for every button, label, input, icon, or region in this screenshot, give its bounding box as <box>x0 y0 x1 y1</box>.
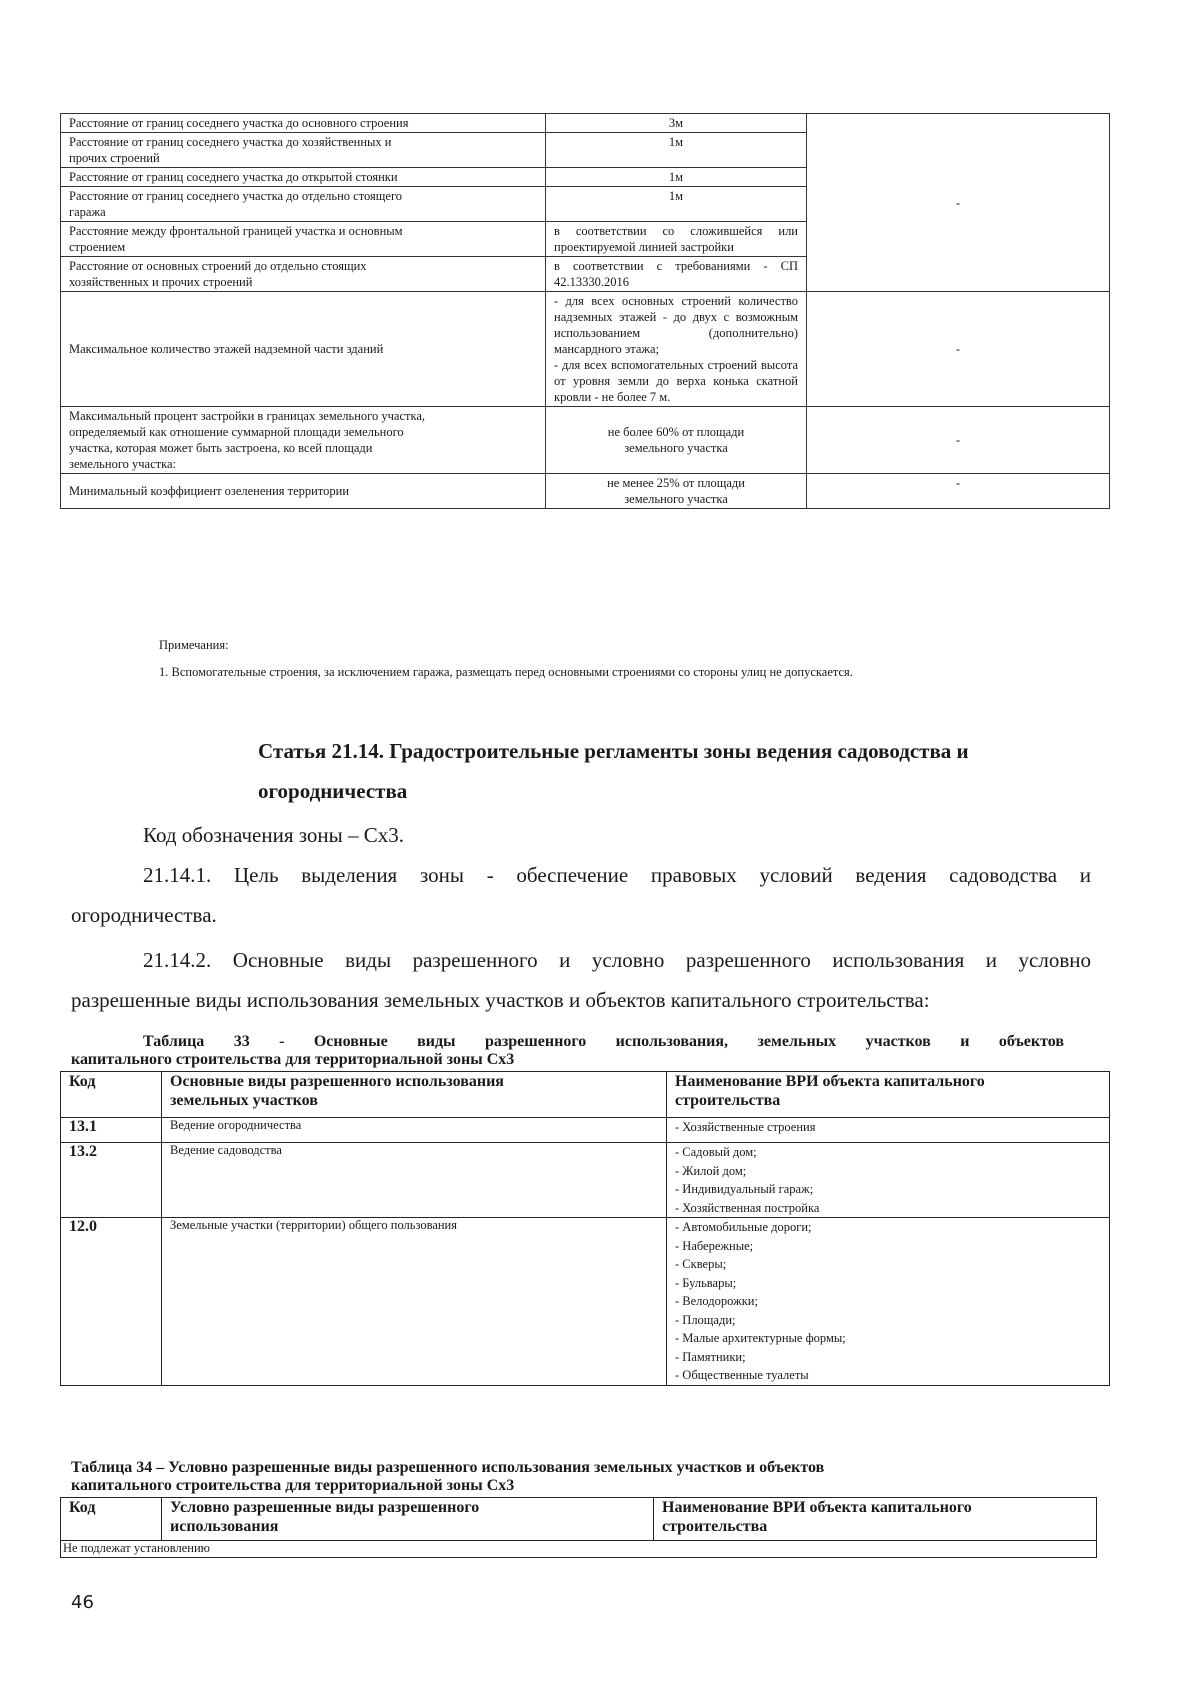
article-title-cont: огородничества <box>258 779 408 803</box>
row-objects: - Хозяйственные строения <box>667 1118 1110 1143</box>
param-note: - <box>807 292 1110 407</box>
param-value: 3м <box>546 114 807 133</box>
zone-code: Код обозначения зоны – Сх3. <box>143 823 405 847</box>
row-use: Ведение огородничества <box>162 1118 667 1143</box>
header-objects: Наименование ВРИ объекта капитального строительства <box>654 1498 1097 1541</box>
param-value: 1м <box>546 133 807 168</box>
params-table <box>60 113 1110 509</box>
param-value: не более 60% от площади земельного участка <box>546 407 807 474</box>
param-label: Расстояние от границ соседнего участка до хозяйственных и прочих строений <box>61 133 546 168</box>
header-main-uses: Основные виды разрешенного использования земельных участков <box>162 1072 667 1118</box>
paragraph-goal: 21.14.1. Цель выделения зоны - обеспечение правовых условий ведения садоводства и <box>143 863 1091 887</box>
table-row <box>61 1143 1110 1218</box>
article-title: Статья 21.14. Градостроительные регламенты зоны ведения садоводства и <box>258 739 969 763</box>
param-label: Расстояние между фронтальной границей участка и основным строением <box>61 222 546 257</box>
row-objects: - Садовый дом; - Жилой дом; - Индивидуальный гараж; - Хозяйственная постройка <box>667 1143 1110 1218</box>
row-code: 13.1 <box>61 1118 162 1143</box>
param-note: - <box>807 407 1110 474</box>
param-note: - <box>807 114 1110 292</box>
header-objects: Наименование ВРИ объекта капитального строительства <box>667 1072 1110 1118</box>
table-row <box>61 1218 1110 1386</box>
notes-item: 1. Вспомогательные строения, за исключением гаража, размещать перед основными строениями со стороны улиц не допускается. <box>159 665 853 679</box>
row-objects: - Автомобильные дороги; - Набережные; - Скверы; - Бульвары; - Велодорожки; - Площади; - Малые архитектурные формы; - Памятники; - Общественные туалеты <box>667 1218 1110 1386</box>
table-header-row <box>61 1072 1110 1118</box>
param-label: Расстояние от границ соседнего участка до открытой стоянки <box>61 168 546 187</box>
paragraph-goal-cont: огородничества. <box>71 903 217 927</box>
row-use: Земельные участки (территории) общего пользования <box>162 1218 667 1386</box>
param-label: Расстояние от границ соседнего участка до основного строения <box>61 114 546 133</box>
param-value: в соответствии с требованиями - СП 42.13330.2016 <box>546 257 807 292</box>
page-number: 46 <box>71 1592 94 1613</box>
table-row <box>61 292 1110 407</box>
table-row <box>61 407 1110 474</box>
param-value: 1м <box>546 187 807 222</box>
table-row <box>61 1118 1110 1143</box>
paragraph-uses-cont: разрешенные виды использования земельных участков и объектов капитального строительства: <box>71 988 930 1012</box>
table33 <box>60 1071 1110 1386</box>
param-label: Расстояние от основных строений до отдельно стоящих хозяйственных и прочих строений <box>61 257 546 292</box>
param-note: - <box>807 474 1110 509</box>
row-use: Ведение садоводства <box>162 1143 667 1218</box>
param-value: не менее 25% от площади земельного участка <box>546 474 807 509</box>
empty-note: Не подлежат установлению <box>61 1541 1097 1558</box>
table34-caption-cont: капитального строительства для территориальной зоны Сх3 <box>71 1477 515 1494</box>
param-label: Расстояние от границ соседнего участка до отдельно стоящего гаража <box>61 187 546 222</box>
param-value: в соответствии со сложившейся или проектируемой линией застройки <box>546 222 807 257</box>
param-label: Максимальный процент застройки в границах земельного участка, определяемый как отношение суммарной площади земельного участка, которая может быть застроена, ко всей площади земельного участка: <box>61 407 546 474</box>
param-label: Максимальное количество этажей надземной части зданий <box>61 292 546 407</box>
param-value: - для всех основных строений количество надземных этажей - до двух с возможным использованием (дополнительно) мансардного этажа; - для всех вспомогательных строений высота от уровня земли до верха конька скатной кровли - не более 7 м. <box>546 292 807 407</box>
header-conditional-uses: Условно разрешенные виды разрешенного использования <box>162 1498 654 1541</box>
table-row <box>61 1541 1097 1558</box>
header-code: Код <box>61 1072 162 1118</box>
table-header-row <box>61 1498 1097 1541</box>
param-value: 1м <box>546 168 807 187</box>
table33-caption: Таблица 33 - Основные виды разрешенного использования, земельных участков и объектов <box>143 1033 1064 1050</box>
notes-title: Примечания: <box>159 638 229 652</box>
table34 <box>60 1497 1097 1558</box>
row-code: 12.0 <box>61 1218 162 1386</box>
paragraph-uses: 21.14.2. Основные виды разрешенного и условно разрешенного использования и условно <box>143 948 1091 972</box>
param-label: Минимальный коэффициент озеленения территории <box>61 474 546 509</box>
table34-caption: Таблица 34 – Условно разрешенные виды разрешенного использования земельных участков и объектов <box>71 1459 825 1476</box>
header-code: Код <box>61 1498 162 1541</box>
table-row <box>61 114 1110 133</box>
table33-caption-cont: капитального строительства для территориальной зоны Сх3 <box>71 1051 515 1068</box>
row-code: 13.2 <box>61 1143 162 1218</box>
table-row <box>61 474 1110 509</box>
